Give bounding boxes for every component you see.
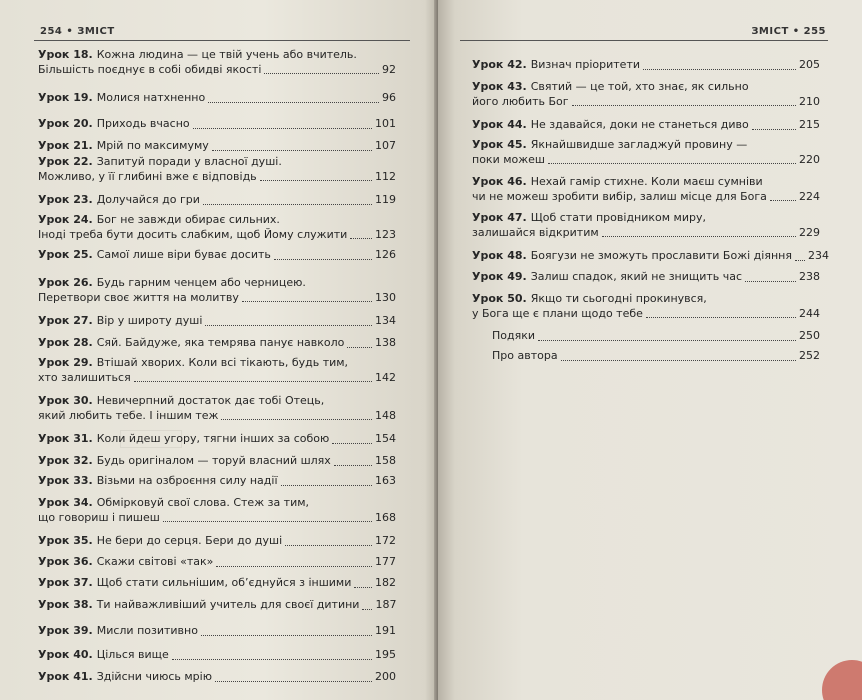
page-number: 142 [375,370,396,384]
page-number: 112 [375,169,396,183]
lesson-title: Боягузи не зможуть прославити Божі діяння [530,249,792,262]
toc-entry-line [38,139,396,154]
page-number: 123 [375,227,396,241]
toc-entry [38,534,396,549]
dot-leader [221,419,372,420]
toc-entry [38,598,396,613]
dot-leader [646,317,796,318]
toc-entry-line [472,211,820,226]
toc-entry [492,329,820,344]
corner-object [822,660,862,700]
toc-entry [38,496,396,525]
toc-entry-line [38,213,396,228]
toc-entry-line [472,292,820,307]
dot-leader [770,200,796,201]
dot-leader [163,521,372,522]
toc-entry [38,670,396,685]
lesson-number: Урок 38. [38,598,93,611]
page-number: 107 [375,139,396,152]
lesson-title: хто залишиться [38,370,131,384]
toc-entry-line [38,648,396,663]
lesson-number: Урок 27. [38,314,93,327]
lesson-title: Нехай гамір стихне. Коли маєш сумніви [530,175,763,188]
dot-leader [362,609,372,610]
lesson-number: Урок 26. [38,276,93,289]
toc-entry [38,48,396,77]
toc-entry [472,270,820,285]
lesson-title: Про автора [492,349,558,362]
toc-entry [472,175,820,204]
page-number: 148 [375,408,396,422]
toc-entry-line [472,95,820,110]
lesson-title: Будь оригіналом — торуй власний шлях [96,454,331,467]
toc-entry [472,138,820,167]
toc-entry [38,576,396,591]
page-number: 130 [375,290,396,304]
page-number: 96 [382,91,396,104]
dot-leader [134,381,372,382]
toc-entry-line [38,291,396,306]
toc-entry-line [38,598,396,613]
lesson-title: Не здавайся, доки не станеться диво [530,118,749,131]
toc-entry-line [38,394,396,409]
dot-leader [281,485,372,486]
dot-leader [354,587,372,588]
lesson-number: Урок 32. [38,454,93,467]
dot-leader [260,180,372,181]
toc-entry-line [472,80,820,95]
toc-entry-line [38,624,396,639]
toc-entry-line [472,153,820,168]
toc-entry [38,91,396,106]
lesson-title: Долучайся до гри [96,193,200,206]
toc-entry [38,474,396,489]
toc-entry-line [472,175,820,190]
page-number: 229 [799,225,820,239]
toc-entry-line [38,117,396,132]
toc-entry [38,248,396,263]
page-number: 224 [799,189,820,203]
dot-leader [332,443,372,444]
dot-leader [201,635,372,636]
lesson-title: Ти найважливіший учитель для своєї дитини [96,598,360,611]
page-number: 200 [375,670,396,683]
toc-entry [38,624,396,639]
toc-entry [38,432,396,447]
page-number: 252 [799,349,820,362]
toc-entry-line [38,511,396,526]
lesson-number: Урок 39. [38,624,93,637]
lesson-title: Візьми на озброєння силу надії [96,474,278,487]
lesson-title: Самої лише віри буває досить [96,248,271,261]
page-number: 215 [799,118,820,131]
lesson-title: Запитуй поради у власної душі. [96,155,282,168]
lesson-title: у Бога ще є плани щодо тебе [472,306,643,320]
lesson-title: Цілься вище [96,648,169,661]
lesson-number: Урок 24. [38,213,93,226]
lesson-number: Урок 30. [38,394,93,407]
lesson-title: Щоб стати провідником миру, [530,211,706,224]
lesson-title: Здійсни чиюсь мрію [96,670,212,683]
lesson-number: Урок 29. [38,356,93,369]
page-number: 163 [375,474,396,487]
header-rule [34,40,410,41]
toc-entry [472,292,820,321]
toc-entry [492,349,820,364]
lesson-number: Урок 22. [38,155,93,168]
dot-leader [203,204,372,205]
toc-entry-line [38,454,396,469]
lesson-number: Урок 48. [472,249,527,262]
dot-leader [795,260,805,261]
toc-entry-line [472,249,829,264]
lesson-number: Урок 28. [38,336,93,349]
page-number: 154 [375,432,396,445]
toc-entry [38,356,396,385]
lesson-number: Урок 41. [38,670,93,683]
toc-entry [38,155,396,184]
dot-leader [172,659,372,660]
lesson-title: Невичерпний достаток дає тобі Отець, [96,394,325,407]
page-number: 92 [382,62,396,76]
toc-entry-line [472,118,820,133]
toc-entry [38,648,396,663]
dot-leader [216,566,372,567]
page-number: 210 [799,94,820,108]
lesson-title: Визнач пріоритети [530,58,640,71]
lesson-title: Обмірковуй свої слова. Стеж за тим, [96,496,310,509]
lesson-title: чи не можеш зробити вибір, залиш місце для Бога [472,189,767,203]
toc-entry-line [38,155,396,170]
toc-entry [472,80,820,109]
lesson-number: Урок 19. [38,91,93,104]
toc-entry-line [38,91,396,106]
toc-entry-line [38,48,396,63]
lesson-title: Святий — це той, хто знає, як сильно [530,80,749,93]
page-number: 172 [375,534,396,547]
toc-entry-line [38,496,396,511]
lesson-title: Сяй. Байдуже, яка темрява панує навколо [96,336,345,349]
toc-entry-line [38,371,396,386]
dot-leader [242,301,372,302]
lesson-number: Урок 36. [38,555,93,568]
lesson-title: залишайся відкритим [472,225,599,239]
header-rule [460,40,828,41]
toc-entry-line [38,228,396,243]
lesson-title: Молися натхненно [96,91,206,104]
lesson-number: Урок 25. [38,248,93,261]
lesson-title: поки можеш [472,152,545,166]
lesson-number: Урок 18. [38,48,93,61]
toc-entry [38,394,396,423]
dot-leader [212,150,372,151]
dot-leader [752,129,796,130]
page-number: 158 [375,454,396,467]
page-number: 205 [799,58,820,71]
page-number: 220 [799,152,820,166]
toc-entry-line [472,190,820,205]
toc-entry-line [38,276,396,291]
lesson-number: Урок 49. [472,270,527,283]
toc-entry-line [472,58,820,73]
dot-leader [285,545,372,546]
lesson-title: Щоб стати сильнішим, об’єднуйся з іншими [96,576,352,589]
lesson-title: Більшість поєднує в собі обидві якості [38,62,262,76]
lesson-number: Урок 35. [38,534,93,547]
toc-entry-line [492,349,820,364]
toc-entry-line [472,138,820,153]
lesson-title: Кожна людина — це твій учень або вчитель. [96,48,357,61]
lesson-number: Урок 43. [472,80,527,93]
lesson-title: Не бери до серця. Бери до душі [96,534,283,547]
toc-entry [38,139,396,154]
lesson-title: Приходь вчасно [96,117,190,130]
lesson-number: Урок 40. [38,648,93,661]
page-number: 101 [375,117,396,130]
toc-entry [38,193,396,208]
lesson-number: Урок 33. [38,474,93,487]
page-number: 138 [375,336,396,349]
lesson-number: Урок 20. [38,117,93,130]
toc-entry-line [38,63,396,78]
dot-leader [643,69,796,70]
right-page [438,0,862,700]
toc-entry-line [38,336,396,351]
lesson-number: Урок 23. [38,193,93,206]
lesson-title: Якнайшвидше загладжуй провину — [530,138,748,151]
dot-leader [215,681,372,682]
page-number: 238 [799,270,820,283]
lesson-title: Мрій по максимуму [96,139,209,152]
toc-entry-line [38,474,396,489]
toc-entry [38,314,396,329]
dot-leader [572,105,796,106]
dot-leader [205,325,372,326]
toc-entry [38,336,396,351]
dot-leader [208,102,379,103]
toc-entry [38,454,396,469]
toc-entry-line [38,670,396,685]
dot-leader [264,73,379,74]
toc-entry-line [38,356,396,371]
lesson-title: Залиш спадок, який не знищить час [530,270,743,283]
dot-leader [602,236,796,237]
toc-entry [38,213,396,242]
page-number: 119 [375,193,396,206]
toc-entry-line [472,307,820,322]
toc-entry-line [38,555,396,570]
dot-leader [334,465,372,466]
dot-leader [548,163,796,164]
dot-leader [350,238,372,239]
dot-leader [561,360,796,361]
faint-print-through [120,430,182,448]
lesson-number: Урок 46. [472,175,527,188]
lesson-number: Урок 37. [38,576,93,589]
lesson-title: який любить тебе. І іншим теж [38,408,219,422]
toc-entry-line [38,314,396,329]
toc-entry-line [38,193,396,208]
lesson-title: Бог не завжди обирає сильних. [96,213,280,226]
lesson-title: Втішай хворих. Коли всі тікають, будь тим, [96,356,349,369]
dot-leader [538,340,796,341]
page-number: 234 [807,249,829,262]
lesson-title: Подяки [492,329,536,342]
toc-entry-line [38,409,396,424]
running-head-left: 254 • ЗМІСТ [40,26,115,37]
lesson-title: Скажи світові «так» [96,555,214,568]
toc-entry-line [472,270,820,285]
toc-entry [472,249,829,264]
toc-entry [38,117,396,132]
toc-entry-line [38,170,396,185]
dot-leader [193,128,372,129]
lesson-number: Урок 44. [472,118,527,131]
dot-leader [745,281,796,282]
lesson-number: Урок 50. [472,292,527,305]
dot-leader [274,259,372,260]
lesson-number: Урок 47. [472,211,527,224]
toc-entry-line [492,329,820,344]
page-number: 126 [375,248,396,261]
lesson-number: Урок 42. [472,58,527,71]
lesson-title: Вір у широту душі [96,314,203,327]
lesson-title: що говориш і пишеш [38,510,160,524]
lesson-title: Мисли позитивно [96,624,198,637]
lesson-title: Перетвори своє життя на молитву [38,290,239,304]
dot-leader [347,347,372,348]
page-number: 134 [375,314,396,327]
toc-entry [38,276,396,305]
toc-entry-line [38,432,396,447]
lesson-title: Можливо, у її глибині вже є відповідь [38,169,257,183]
toc-entry [472,118,820,133]
toc-entry [38,555,396,570]
page-number: 168 [375,510,396,524]
toc-entry [472,58,820,73]
page-number: 177 [375,555,396,568]
lesson-title: його любить Бог [472,94,569,108]
toc-entry-line [472,226,820,241]
lesson-number: Урок 34. [38,496,93,509]
running-head-right: ЗМІСТ • 255 [751,26,826,37]
toc-entry-line [38,534,396,549]
toc-entry-line [38,248,396,263]
lesson-title: Якщо ти сьогодні прокинувся, [530,292,707,305]
page-number: 191 [375,624,396,637]
lesson-number: Урок 21. [38,139,93,152]
page-number: 182 [375,576,396,589]
lesson-number: Урок 45. [472,138,527,151]
lesson-title: Будь гарним ченцем або черницею. [96,276,306,289]
page-number: 187 [375,598,397,611]
lesson-title: Іноді треба бути досить слабким, щоб Йому служити [38,227,348,241]
page-number: 250 [799,329,820,342]
lesson-title: Коли йдеш угору, тягни інших за собою [96,432,330,445]
page-number: 195 [375,648,396,661]
page-number: 244 [799,306,820,320]
toc-entry [472,211,820,240]
lesson-number: Урок 31. [38,432,93,445]
toc-entry-line [38,576,396,591]
